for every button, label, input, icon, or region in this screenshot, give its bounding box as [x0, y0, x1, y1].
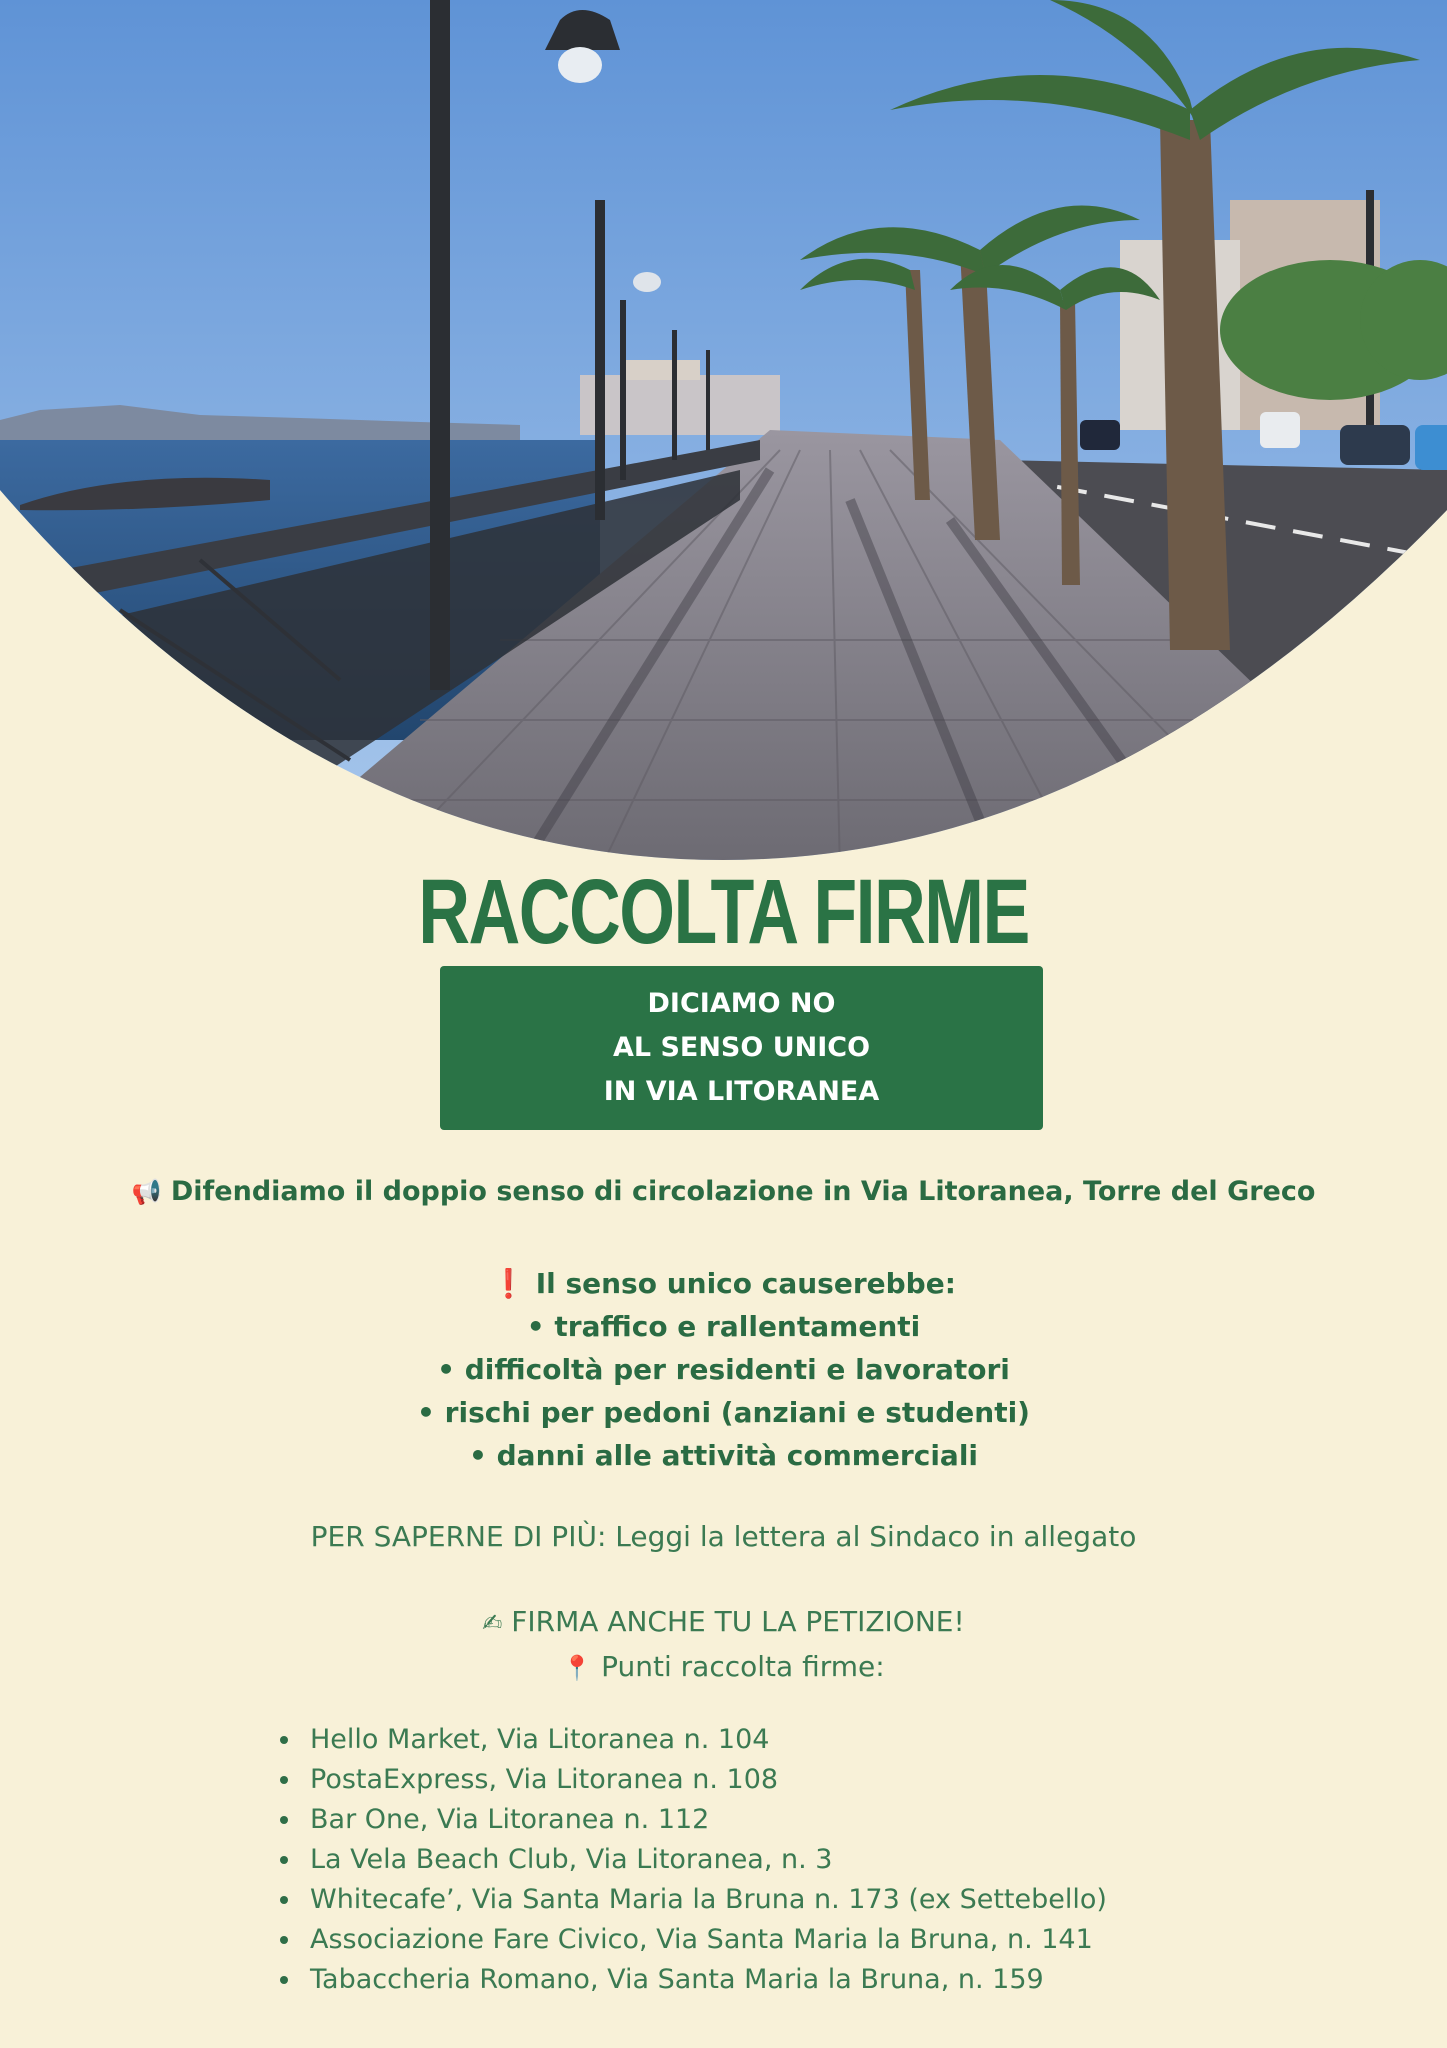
bullet-icon [280, 1936, 288, 1944]
banner-line-1: DICIAMO NO [647, 988, 836, 1019]
bullet-icon [280, 1976, 288, 1984]
banner-line-3: IN VIA LITORANEA [603, 1076, 880, 1107]
cause-item: • traffico e rallentamenti [526, 1310, 921, 1343]
cause-item: • danni alle attività commerciali [468, 1439, 979, 1472]
megaphone-icon: 📢 [131, 1178, 162, 1206]
banner-line-2: AL SENSO UNICO [612, 1032, 871, 1063]
points-heading: Punti raccolta firme: [601, 1650, 885, 1683]
cause-item: • difficoltà per residenti e lavoratori [437, 1353, 1010, 1386]
bullet-icon [280, 1896, 288, 1904]
list-item: Hello Market, Via Litoranea n. 104 [280, 1720, 1107, 1760]
collection-points-list [280, 1720, 1107, 2000]
list-item: Bar One, Via Litoranea n. 112 [280, 1800, 1107, 1840]
cause-item: • rischi per pedoni (anziani e studenti) [417, 1396, 1030, 1429]
bullet-icon [280, 1736, 288, 1744]
list-item: Associazione Fare Civico, Via Santa Maria la Bruna, n. 141 [280, 1920, 1107, 1960]
exclamation-icon: ❗ [491, 1267, 526, 1300]
causes-heading: Il senso unico causerebbe: [535, 1267, 956, 1300]
bullet-icon [280, 1816, 288, 1824]
pin-icon: 📍 [562, 1654, 593, 1682]
list-item: PostaExpress, Via Litoranea n. 108 [280, 1760, 1107, 1800]
writing-hand-icon: ✍ [482, 1609, 503, 1637]
sign-call: FIRMA ANCHE TU LA PETIZIONE! [511, 1605, 965, 1638]
seafront-promenade-illustration [0, 0, 1447, 870]
sign-block [0, 1600, 1447, 1690]
list-item: Tabaccheria Romano, Via Santa Maria la Bruna, n. 159 [280, 1960, 1107, 2000]
causes-block [0, 1262, 1447, 1477]
list-item: Whitecafe’, Via Santa Maria la Bruna n. 173 (ex Settebello) [280, 1880, 1107, 1920]
page-title: RACCOLTA FIRME [418, 861, 1029, 963]
headline [0, 1176, 1447, 1207]
hero-photo [0, 0, 1447, 870]
slogan-banner [440, 966, 1043, 1130]
more-info-text: PER SAPERNE DI PIÙ: Leggi la lettera al Sindaco in allegato [310, 1520, 1137, 1553]
bullet-icon [280, 1856, 288, 1864]
bullet-icon [280, 1776, 288, 1784]
list-item: La Vela Beach Club, Via Litoranea, n. 3 [280, 1840, 1107, 1880]
headline-text: Difendiamo il doppio senso di circolazione in Via Litoranea, Torre del Greco [170, 1176, 1316, 1207]
